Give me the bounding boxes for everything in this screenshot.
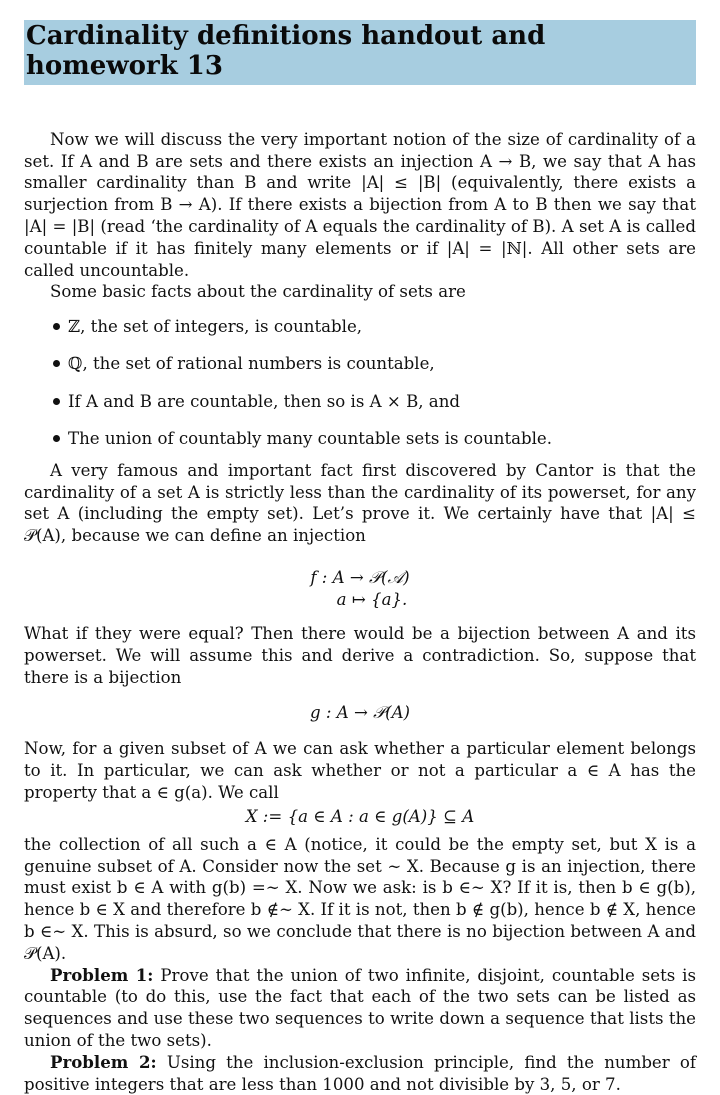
bullet-icon xyxy=(53,360,60,367)
problem-2-label: Problem 2: xyxy=(50,1051,157,1072)
problem-1-label: Problem 1: xyxy=(50,964,154,985)
problem-2-text: Using the inclusion-exclusion principle, find the number of positive integers that are less than 1000 and not divisible by 3, 5, or 7. xyxy=(24,1052,696,1094)
list-item xyxy=(24,391,696,413)
display-injection-line2: a ↦ {a}. xyxy=(336,590,408,610)
bullet-icon xyxy=(53,435,60,442)
spacer xyxy=(24,724,696,738)
document-page xyxy=(24,20,696,1095)
list-item-text: The union of countably many countable sets is countable. xyxy=(68,429,553,449)
problem-1 xyxy=(24,965,696,1052)
problem-2 xyxy=(24,1052,696,1095)
list-item xyxy=(24,316,696,338)
paragraph-basic-facts-intro: Some basic facts about the cardinality of sets are xyxy=(50,282,466,302)
list-item xyxy=(24,353,696,375)
problem-1-text: Prove that the union of two infinite, disjoint, countable sets is countable (to do this, use the fact that each of the two sets can be listed as sequences and use these two sequences to write down a sequence that lists the union of the two sets). xyxy=(24,965,697,1050)
paragraph-contradiction: the collection of all such a ∈ A (notice, it could be the empty set, but X is a genuine subset of A. Consider now the set ∼ X. Because g is an injection, there must exist b ∈ A with g(b) =∼ X. Now we ask: is b ∈∼ X? If it is, then b ∈ g(b), hence b ∈ X and therefore b ∉∼ X. If it is not, then b ∉ g(b), hence b ∉ X, hence b ∈∼ X. This is absurd, so we conclude that there is no bijection between A and 𝒫(A). xyxy=(24,834,696,963)
list-item xyxy=(24,428,696,450)
list-item-text: If A and B are countable, then so is A × B, and xyxy=(68,391,461,411)
paragraph-cardinality-definition: Now we will discuss the very important notion of the size of cardinality of a set. If A and B are sets and there exists an injection A → B, we say that A has smaller cardinality than B and write |A| ≤ |B| (equivalently, there exists a surjection from B → A). If there exists a bijection from A to B then we say that |A| = |B| (read ‘the cardinality of A equals the cardinality of B). A set A is called countable if it has finitely many elements or if |A| = |ℕ|. All other sets are called uncountable. xyxy=(24,129,696,280)
spacer xyxy=(24,611,696,623)
bullet-icon xyxy=(53,398,60,405)
paragraph-cantor-theorem: A very famous and important fact first discovered by Cantor is that the cardinality of a set A is strictly less than the cardinality of its powerset, for any set A (including the empty set). Let’s prove it. We certainly have that |A| ≤ 𝒫(A), because we can define an injection xyxy=(24,460,696,546)
basic-facts-list xyxy=(24,316,696,450)
bullet-icon xyxy=(53,323,60,330)
list-item-text: ℤ, the set of integers, is countable, xyxy=(68,317,363,337)
display-set-x: X := {a ∈ A : a ∈ g(A)} ⊆ A xyxy=(245,806,475,826)
title-spacer xyxy=(24,85,696,129)
list-item-text: ℚ, the set of rational numbers is countable, xyxy=(68,354,435,374)
paragraph-subset-question: Now, for a given subset of A we can ask whether a particular element belongs to it. In particular, we can ask whether or not a particular a ∈ A has the property that a ∈ g(a). We call xyxy=(24,739,696,803)
spacer xyxy=(24,547,696,567)
page-title: Cardinality definitions handout and homework 13 xyxy=(24,20,696,85)
display-injection-line1: f : A → 𝒫(𝒜) xyxy=(310,568,410,588)
paragraph-assume-bijection: What if they were equal? Then there would be a bijection between A and its powerset. We will assume this and derive a contradiction. So, suppose that there is a bijection xyxy=(24,624,696,687)
display-bijection: g : A → 𝒫(A) xyxy=(309,703,411,723)
spacer xyxy=(24,688,696,702)
